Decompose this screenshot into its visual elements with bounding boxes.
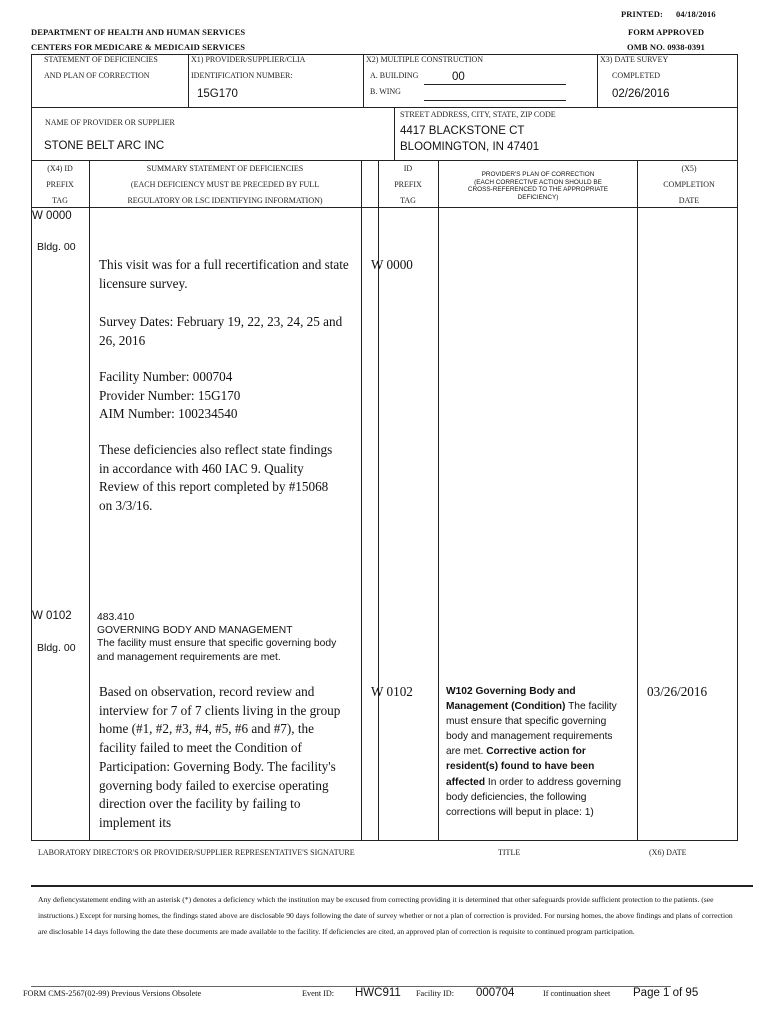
x3-label-1: X3) DATE SURVEY xyxy=(600,55,669,64)
plan-header-1: PROVIDER'S PLAN OF CORRECTION xyxy=(481,171,595,178)
right-tag-w0102: W 0102 xyxy=(371,684,413,699)
plan-corrective-heading: Corrective action for resident(s) found to have been affected xyxy=(446,746,595,788)
rule xyxy=(597,54,598,107)
rule xyxy=(637,160,638,840)
plan-header-3: CROSS-REFERENCED TO THE APPROPRIATE xyxy=(467,186,609,194)
event-id-label: Event ID: xyxy=(302,989,335,998)
tag-w0102: W 0102 xyxy=(32,610,72,622)
w0000-paragraph-2: Survey Dates: February 19, 22, 23, 24, 25 and 26, 2016 xyxy=(99,314,343,348)
agency-title: CENTERS FOR MEDICARE & MEDICAID SERVICES xyxy=(31,42,246,52)
rule xyxy=(31,207,738,208)
regulation-text: The facility must ensure that specific governing body and management requirements are met. xyxy=(97,638,337,663)
w0000-facility-info xyxy=(99,368,354,424)
building-underline xyxy=(424,84,566,85)
x4-header-2: PREFIX xyxy=(46,180,74,189)
address-line-2: BLOOMINGTON, IN 47401 xyxy=(400,141,540,153)
x3-label-2: COMPLETED xyxy=(612,71,660,80)
rule xyxy=(737,107,738,160)
signature-label: LABORATORY DIRECTOR'S OR PROVIDER/SUPPLIER REPRESENTATIVE'S SIGNATURE xyxy=(38,848,355,857)
provider-name-label: NAME OF PROVIDER OR SUPPLIER xyxy=(45,118,175,127)
statement-label-1: STATEMENT OF DEFICIENCIES xyxy=(44,55,158,64)
id-header-1: ID xyxy=(403,164,413,173)
rule xyxy=(361,160,362,840)
rule xyxy=(31,107,738,108)
disclaimer-text: Any defiencystatement ending with an asterisk (*) denotes a deficiency which the institution may be excused from correcting providing it is determined that other safeguards provide sufficient protection to the patients. (see instructions.) Except for nursing homes, the findings stated above are disclosable 90 days following the date of survey whether or not a plan of correction is provided. For nursing homes, the above findings and plans of correction are disclosable 14 days following the date these documents are made available to the facility. If deficiencies are cited, an approved plan of correction is requisite to continued program participation. xyxy=(38,895,733,936)
wing-label: B. WING xyxy=(370,87,401,96)
rule xyxy=(31,107,32,160)
x2-label: X2) MULTIPLE CONSTRUCTION xyxy=(366,55,484,64)
plan-heading: W102 Governing Body and Management (Condition) xyxy=(446,686,576,713)
continuation-label: If continuation sheet xyxy=(543,989,611,998)
regulation-title: GOVERNING BODY AND MANAGEMENT xyxy=(97,625,293,637)
rule xyxy=(31,840,738,841)
event-id-value: HWC911 xyxy=(355,987,401,999)
rule xyxy=(31,986,671,987)
signature-date-label: (X6) DATE xyxy=(649,848,687,857)
printed-date: 04/18/2016 xyxy=(676,9,716,19)
rule xyxy=(737,54,738,107)
plan-header-4: DEFICIENCY) xyxy=(517,193,559,201)
plan-header xyxy=(440,171,636,201)
bldg-w0102: Bldg. 00 xyxy=(37,642,76,654)
statement-label-2: AND PLAN OF CORRECTION xyxy=(44,71,150,80)
page-number: Page 1 of 95 xyxy=(633,987,699,999)
rule xyxy=(737,160,738,840)
wing-underline xyxy=(424,100,566,101)
omb-number: OMB NO. 0938-0391 xyxy=(627,42,705,52)
rule xyxy=(188,54,189,107)
x1-label-2: IDENTIFICATION NUMBER: xyxy=(191,71,293,80)
facility-number-line: Facility Number: 000704 xyxy=(99,369,233,384)
w0102-regulation xyxy=(97,611,347,664)
building-label: A. BUILDING xyxy=(370,71,419,80)
form-approved: FORM APPROVED xyxy=(628,27,705,37)
summary-header-1: SUMMARY STATEMENT OF DEFICIENCIES xyxy=(146,164,304,173)
rule xyxy=(31,885,753,887)
plan-text-1: The facility must ensure that specific governing body and management requirements are met. xyxy=(446,701,617,758)
facility-id-label: Facility ID: xyxy=(416,989,454,998)
address-label: STREET ADDRESS, CITY, STATE, ZIP CODE xyxy=(400,110,556,119)
right-tag-w0000: W 0000 xyxy=(371,257,413,272)
id-header-3: TAG xyxy=(400,196,416,205)
w0000-paragraph-1: This visit was for a full recertification and state licensure survey. xyxy=(99,257,349,291)
rule xyxy=(31,160,32,840)
summary-header-2: (EACH DEFICIENCY MUST BE PRECEDED BY FULL xyxy=(130,180,320,189)
id-header-2: PREFIX xyxy=(394,180,422,189)
plan-of-correction-w0102 xyxy=(446,684,624,820)
address-line-1: 4417 BLACKSTONE CT xyxy=(400,125,525,137)
summary-header-3: REGULATORY OR LSC IDENTIFYING INFORMATION) xyxy=(127,196,323,205)
department-title: DEPARTMENT OF HEALTH AND HUMAN SERVICES xyxy=(31,27,246,37)
plan-text-2: In order to address governing body deficiencies, the following corrections will beput in place: 1) xyxy=(446,776,621,818)
rule xyxy=(89,160,90,840)
w0000-paragraph-4: These deficiencies also reflect state findings in accordance with 460 IAC 9. Quality Review of this report completed by #15068 on 3/3/16. xyxy=(99,442,333,514)
x5-header-1: (X5) xyxy=(681,164,697,173)
rule xyxy=(31,54,32,107)
regulation-code: 483.410 xyxy=(97,612,135,623)
aim-number-line: AIM Number: 100234540 xyxy=(99,406,238,422)
x4-header-1: (X4) ID xyxy=(47,164,73,173)
rule xyxy=(31,160,738,161)
provider-number-line: Provider Number: 15G170 xyxy=(99,387,241,403)
provider-id-value: 15G170 xyxy=(197,88,238,100)
form-number: FORM CMS-2567(02-99) Previous Versions Obsolete xyxy=(23,989,202,998)
printed-label: PRINTED: xyxy=(621,9,663,19)
x5-header-2: COMPLETION xyxy=(663,180,715,189)
x4-header-3: TAG xyxy=(52,196,68,205)
title-label: TITLE xyxy=(498,848,521,857)
w0102-finding: Based on observation, record review and interview for 7 of 7 clients living in the group home (#1, #2, #3, #4, #5, #6 and #7), the facility failed to meet the Condition of Participation: Governing Body. The facility's governing body failed to exercise operating direction over the facility by failing to implement its xyxy=(99,684,341,830)
rule xyxy=(438,160,439,840)
provider-name-value: STONE BELT ARC INC xyxy=(44,140,165,152)
rule xyxy=(363,54,364,107)
rule xyxy=(394,107,395,160)
bldg-w0000: Bldg. 00 xyxy=(37,241,76,253)
tag-w0000: W 0000 xyxy=(32,210,72,222)
x1-label-1: X1) PROVIDER/SUPPLIER/CLIA xyxy=(191,55,306,64)
facility-id-value: 000704 xyxy=(476,987,515,999)
x5-header-3: DATE xyxy=(678,196,700,205)
survey-date-value: 02/26/2016 xyxy=(612,88,670,100)
building-value: 00 xyxy=(452,71,465,83)
plan-header-2: (EACH CORRECTIVE ACTION SHOULD BE xyxy=(474,178,602,186)
completion-date-w0102: 03/26/2016 xyxy=(647,684,708,699)
